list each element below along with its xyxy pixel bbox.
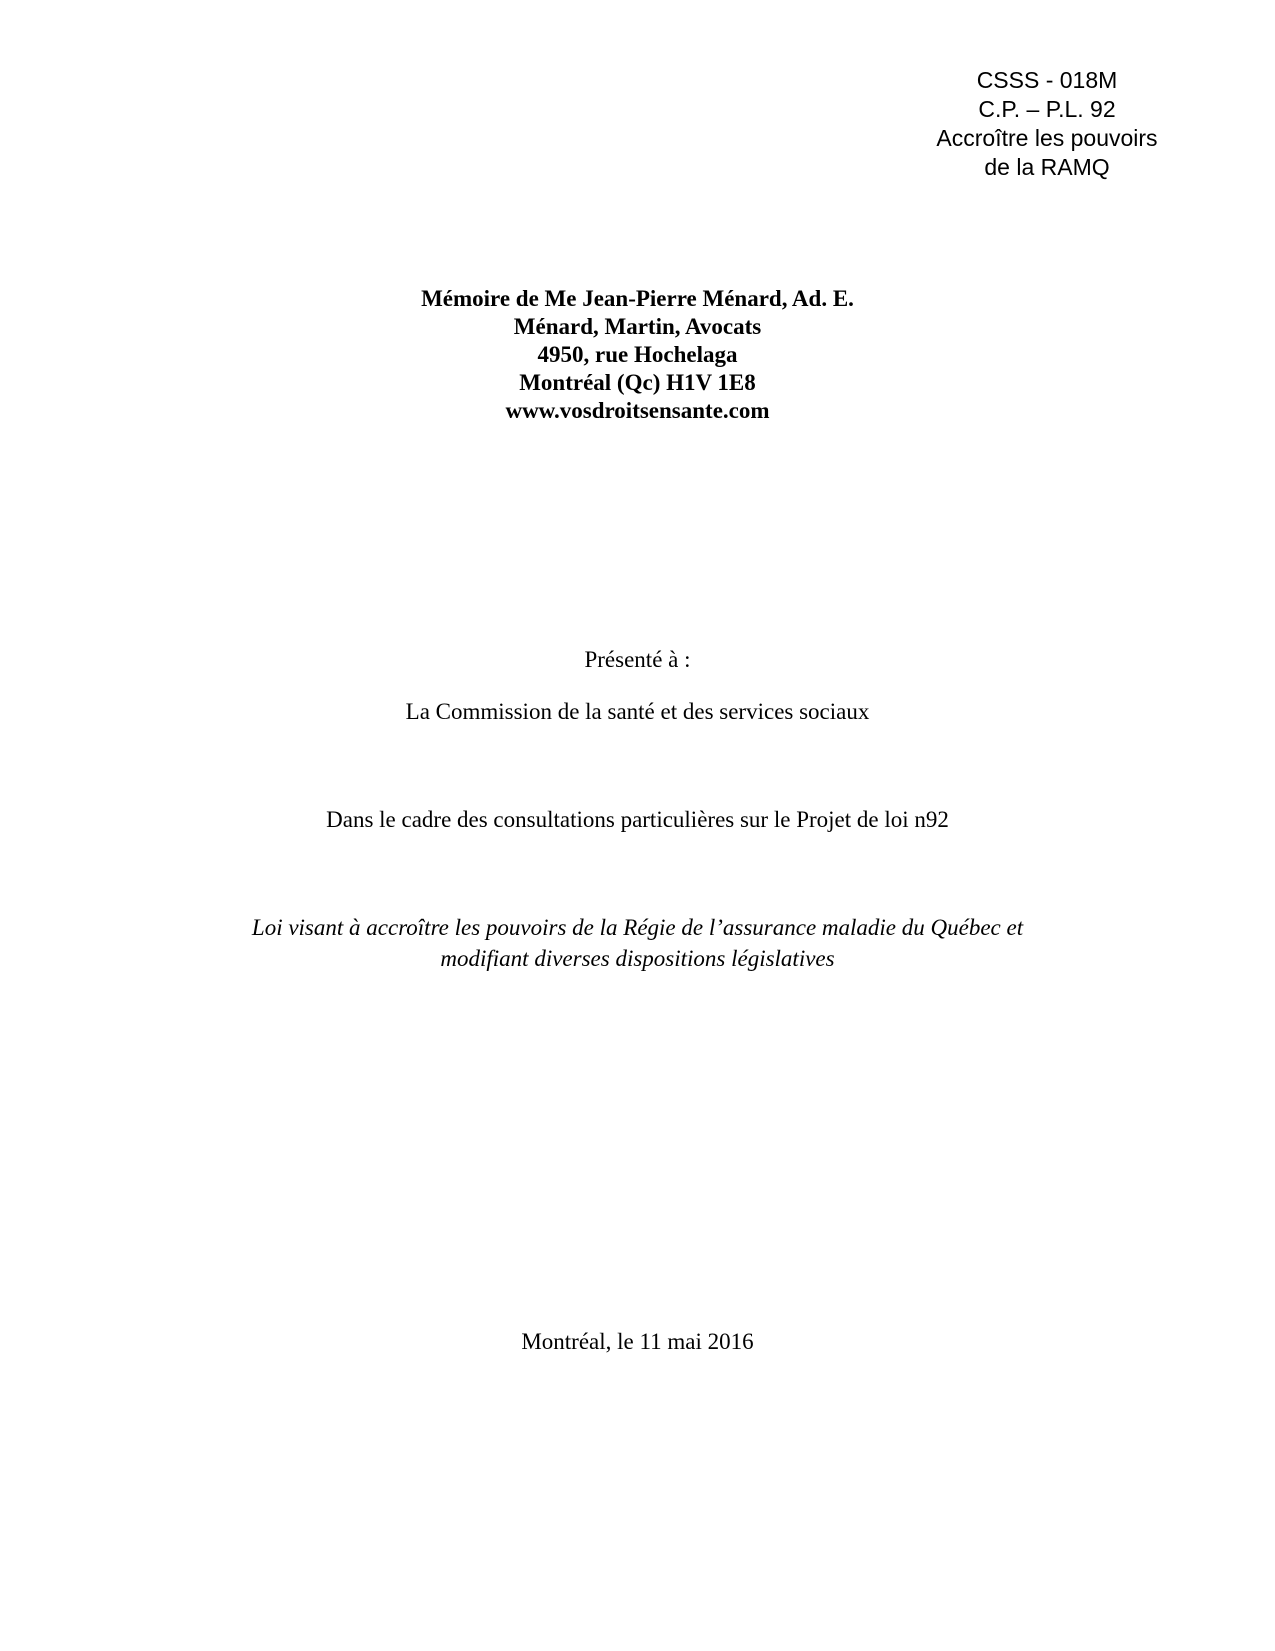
document-code-line: C.P. – P.L. 92 (978, 96, 1116, 122)
law-firm-name: Ménard, Martin, Avocats (513, 314, 762, 339)
place-date: Montréal, le 11 mai 2016 (521, 1329, 754, 1354)
street-address: 4950, rue Hochelaga (537, 342, 738, 367)
website-url: www.vosdroitsensante.com (505, 398, 770, 423)
law-title-line: modifiant diverses dispositions législatives (440, 946, 835, 971)
presented-to-label: Présenté à : (584, 647, 691, 672)
law-title-line: Loi visant à accroître les pouvoirs de la Régie de l’assurance maladie du Québec et (251, 915, 1024, 940)
author-block (0, 285, 1275, 425)
document-code-line: Accroître les pouvoirs (936, 125, 1158, 151)
city-postal: Montréal (Qc) H1V 1E8 (519, 370, 756, 395)
consultation-context: Dans le cadre des consultations particulières sur le Projet de loi n92 (326, 807, 949, 832)
memoir-title: Mémoire de Me Jean-Pierre Ménard, Ad. E. (421, 286, 854, 311)
document-code-block (917, 66, 1177, 182)
law-title (0, 912, 1275, 974)
document-code-line: de la RAMQ (984, 154, 1110, 180)
document-code-line: CSSS - 018M (976, 67, 1118, 93)
commission-name: La Commission de la santé et des services sociaux (405, 699, 870, 724)
